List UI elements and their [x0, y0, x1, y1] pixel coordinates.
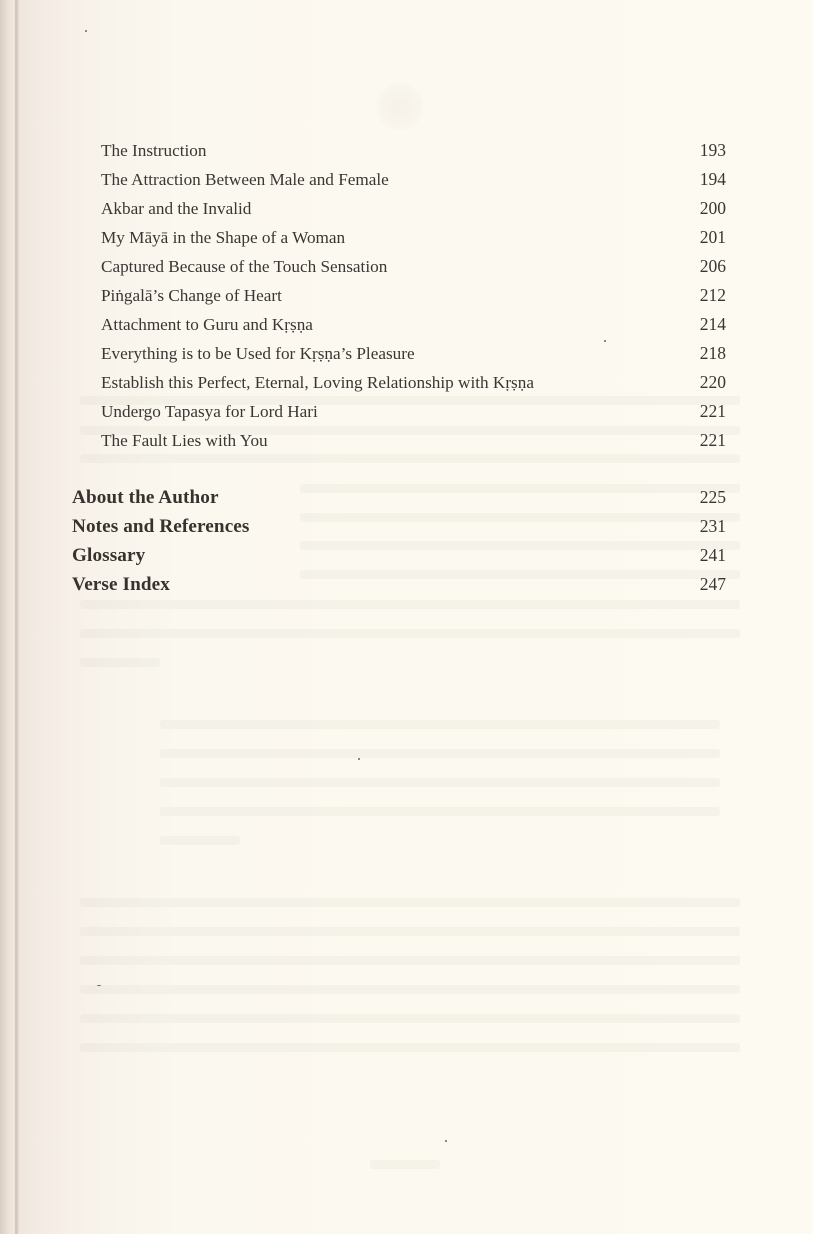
speck	[445, 1140, 447, 1142]
toc-section-verse-index[interactable]	[72, 574, 726, 603]
toc-entry[interactable]	[101, 256, 726, 285]
toc-section-about-the-author[interactable]	[72, 487, 726, 516]
toc-entry-page: 200	[699, 198, 726, 218]
toc-entry-title: The Fault Lies with You	[101, 431, 268, 450]
toc-entry-title: Akbar and the Invalid	[101, 199, 252, 218]
speck	[85, 30, 87, 32]
show-through-ornament	[375, 82, 425, 132]
toc-entry-title: My Māyā in the Shape of a Woman	[101, 228, 346, 247]
toc-section-title: Notes and References	[72, 516, 250, 537]
toc-section-glossary[interactable]	[72, 545, 726, 574]
toc-entry-title: Attachment to Guru and Kṛṣṇa	[101, 315, 313, 334]
toc-entry-title: Undergo Tapasya for Lord Hari	[101, 402, 318, 421]
toc-section-title: About the Author	[72, 487, 219, 508]
toc-entry[interactable]	[101, 140, 726, 169]
toc-entry-title: Captured Because of the Touch Sensation	[101, 257, 388, 276]
toc-section-title: Glossary	[72, 545, 146, 566]
toc-section-page: 241	[699, 545, 726, 565]
toc-entry-title: The Instruction	[101, 141, 207, 160]
toc-entry[interactable]	[101, 169, 726, 198]
toc-entry-title: Establish this Perfect, Eternal, Loving Relationship with Kṛṣṇa	[101, 373, 534, 392]
toc-entry-page: 193	[699, 140, 726, 160]
toc-entry-page: 212	[699, 285, 726, 305]
toc-section-page: 231	[699, 516, 726, 536]
speck	[97, 985, 101, 986]
spine-shadow	[15, 0, 19, 1234]
toc-entry-title: The Attraction Between Male and Female	[101, 170, 389, 189]
toc-entry[interactable]	[101, 285, 726, 314]
toc-entry[interactable]	[101, 343, 726, 372]
toc-entry-page: 218	[699, 343, 726, 363]
toc-section-page: 247	[699, 574, 726, 594]
toc-entry-page: 201	[699, 227, 726, 247]
speck	[358, 758, 360, 760]
toc-entry-page: 221	[699, 430, 726, 450]
toc-entry[interactable]	[101, 401, 726, 430]
toc-entry-page: 206	[699, 256, 726, 276]
toc-entry[interactable]	[101, 372, 726, 401]
toc-entry-page: 221	[699, 401, 726, 421]
toc-entry[interactable]	[101, 314, 726, 343]
toc-entry[interactable]	[101, 198, 726, 227]
toc-entry-title: Everything is to be Used for Kṛṣṇa’s Pleasure	[101, 344, 415, 363]
toc-entry-page: 194	[699, 169, 726, 189]
toc-entry[interactable]	[101, 227, 726, 256]
toc-entry-page: 214	[699, 314, 726, 334]
toc-section-page: 225	[699, 487, 726, 507]
toc-entry-title: Piṅgalā’s Change of Heart	[101, 286, 282, 305]
toc-entry[interactable]	[101, 430, 726, 459]
toc-entry-page: 220	[699, 372, 726, 392]
toc-section-title: Verse Index	[72, 574, 170, 595]
toc-section-notes-and-references[interactable]	[72, 516, 726, 545]
